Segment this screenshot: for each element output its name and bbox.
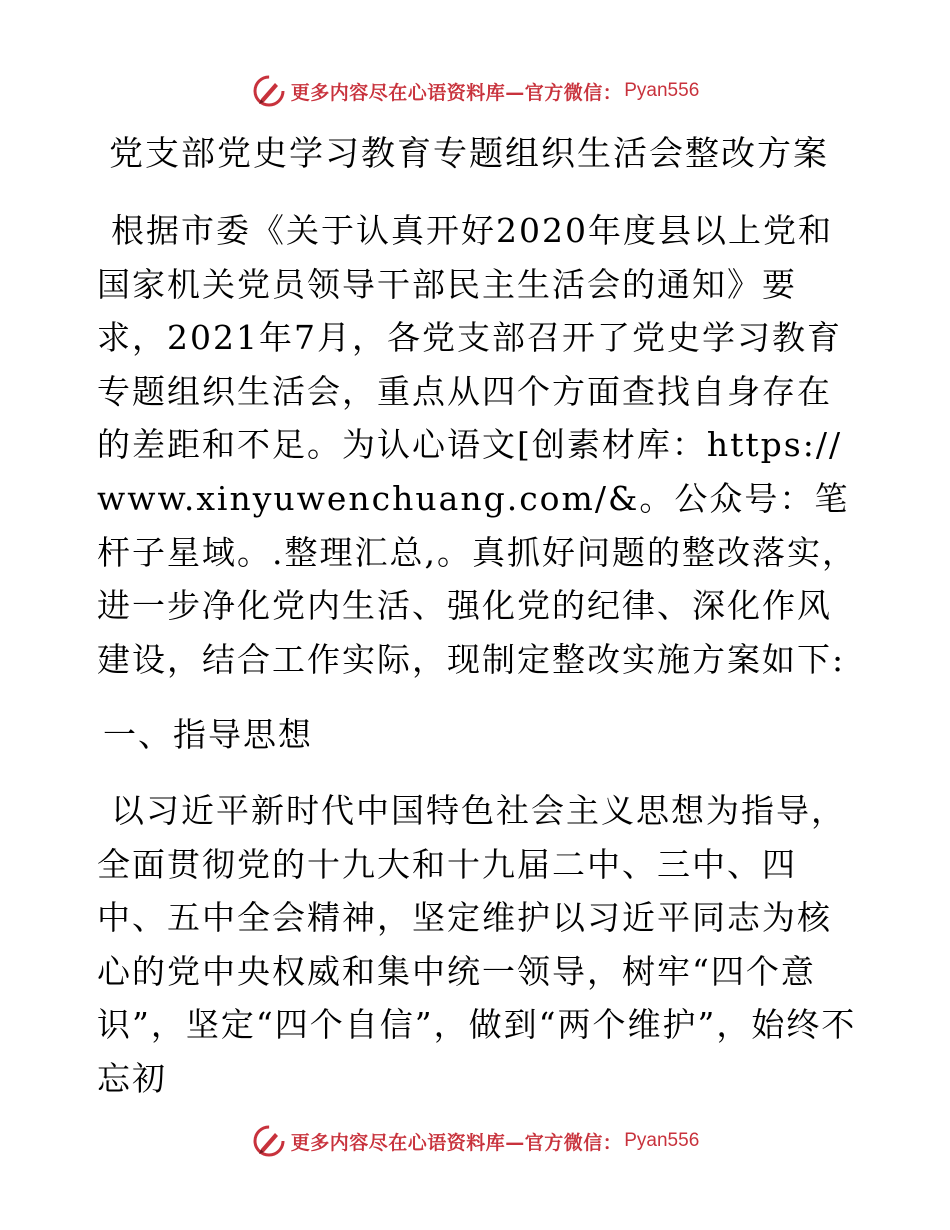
watermark-text: 更多内容尽在心语资料库—官方微信： [290, 81, 623, 104]
section-paragraph: 以习近平新时代中国特色社会主义思想为指导，全面贯彻党的十九大和十九届二中、三中、四中、五中全会精神，坚定维护以习近平同志为核心的党中央权威和集中统一领导，树牢“四个意识”，坚定“四个自信”，做到“两个维护”，始终不忘初 [97, 790, 857, 1098]
document-title: 党支部党史学习教育专题组织生活会整改方案 [109, 134, 829, 174]
watermark-wechat-id: Pyan556 [624, 80, 700, 101]
document-body [97, 118, 857, 1106]
section-heading: 一、指导思想 [103, 715, 313, 755]
pen-swoosh-logo-icon [251, 73, 287, 109]
watermark-wechat-id: Pyan556 [624, 1130, 700, 1151]
header-watermark [0, 71, 950, 111]
intro-paragraph: 根据市委《关于认真开好2020年度县以上党和国家机关党员领导干部民主生活会的通知》要求，2021年7月，各党支部召开了党史学习教育专题组织生活会，重点从四个方面查找自身存在的差距和不足。为认心语文[创素材库：https://www.xinyuwenchuang.com/&。公众号：笔杆子星域。.整理汇总,。真抓好问题的整改落实，进一步净化党内生活、强化党的纪律、深化作风建设，结合工作实际，现制定整改实施方案如下: [97, 211, 857, 679]
pen-swoosh-logo-icon [251, 1123, 287, 1159]
footer-watermark [0, 1121, 950, 1161]
watermark-text: 更多内容尽在心语资料库—官方微信： [290, 1131, 623, 1154]
